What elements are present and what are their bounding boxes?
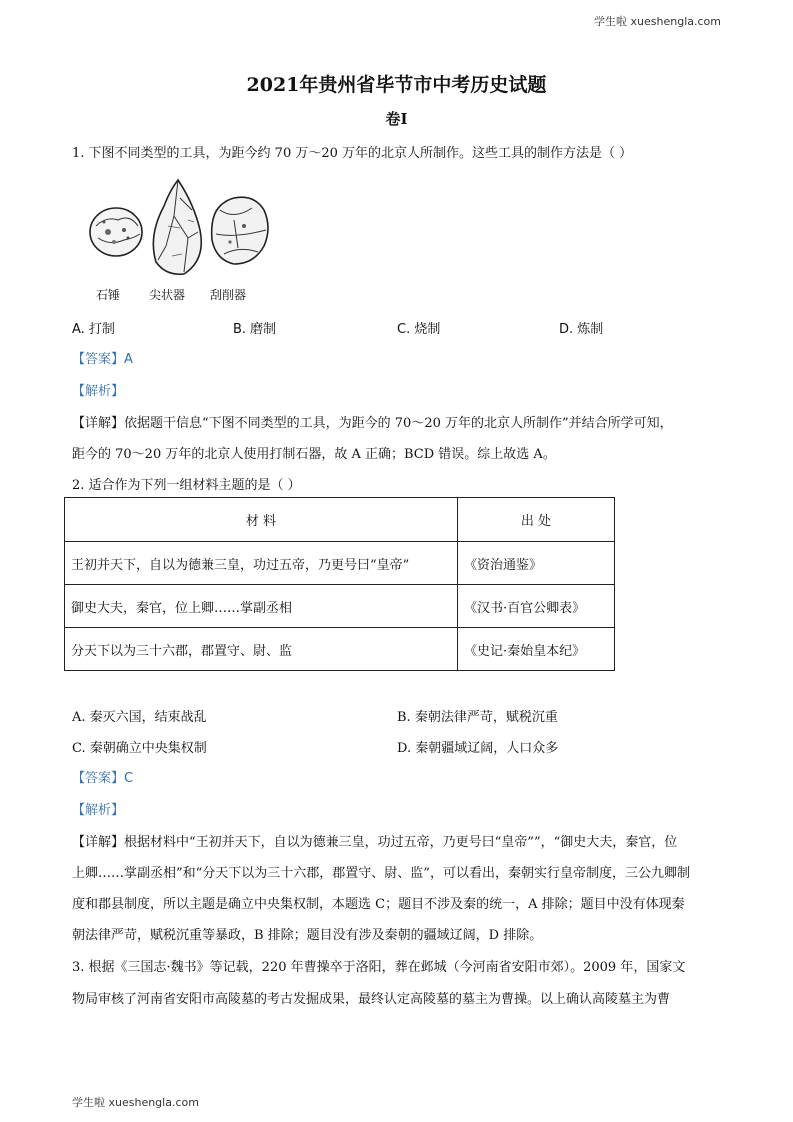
table-cell-material: 御史大夫，秦官，位上卿……掌副丞相 [65, 585, 458, 628]
table-cell-source: 《资治通鉴》 [458, 542, 615, 585]
figure-label-stone-hammer: 石锤 [96, 288, 121, 302]
q1-detail-line-2: 距今的 70～20 万年的北京人使用打制石器，故 A 正确；BCD 错误。综上故选 A。 [72, 447, 556, 462]
q2-option-d: D. 秦朝疆域辽阔，人口众多 [397, 741, 559, 756]
table-cell-material: 王初并天下，自以为德兼三皇，功过五帝，乃更号曰“皇帝” [65, 542, 458, 585]
stone-tools-figure [84, 176, 274, 284]
q2-stem: 2. 适合作为下列一组材料主题的是（ ） [72, 478, 301, 493]
table-row [65, 628, 615, 671]
q1-option-a: A. 打制 [72, 322, 115, 337]
q2-detail-line-2: 上卿……掌副丞相”和“分天下以为三十六郡，郡置守、尉、监”，可以看出，秦朝实行皇帝制度，三公九卿制 [72, 866, 690, 881]
q1-option-c: C. 烧制 [397, 322, 441, 337]
scraper-drawing [212, 197, 268, 264]
q2-option-a: A. 秦灭六国，结束战乱 [72, 710, 207, 725]
q2-analysis-label: 【解析】 [72, 803, 125, 818]
page-title: 2021年贵州省毕节市中考历史试题 [246, 74, 547, 96]
table-header-material: 材 料 [65, 498, 458, 542]
table-cell-material: 分天下以为三十六郡，郡置守、尉、监 [65, 628, 458, 671]
stone-hammer-drawing [90, 208, 142, 256]
q2-answer: 【答案】C [72, 771, 134, 786]
q3-text-line-2: 物局审核了河南省安阳市高陵墓的考古发掘成果，最终认定高陵墓的墓主为曹操。以上确认高陵墓主为曹 [72, 992, 671, 1007]
q3-text-line-1: 3. 根据《三国志·魏书》等记载，220 年曹操卒于洛阳，葬在邺城（今河南省安阳市郊）。2009 年，国家文 [72, 960, 686, 975]
table-cell-source: 《史记·秦始皇本纪》 [458, 628, 615, 671]
q2-option-b: B. 秦朝法律严苛，赋税沉重 [397, 710, 558, 725]
table-header-source: 出 处 [458, 498, 615, 542]
volume-heading: 卷I [385, 110, 408, 128]
q1-option-d: D. 炼制 [559, 322, 604, 337]
figure-label-pointed-tool: 尖状器 [149, 288, 186, 302]
table-row [65, 542, 615, 585]
header-site-watermark: 学生啦 xueshengla.com [594, 15, 721, 28]
q1-detail-line-1: 【详解】依据题干信息“下图不同类型的工具，为距今的 70～20 万年的北京人所制作”并结合所学可知， [72, 416, 673, 431]
figure-label-scraper: 刮削器 [210, 288, 247, 302]
table-cell-source: 《汉书·百官公卿表》 [458, 585, 615, 628]
table-header-row [65, 498, 615, 542]
q2-option-c: C. 秦朝确立中央集权制 [72, 741, 207, 756]
q1-option-b: B. 磨制 [233, 322, 277, 337]
table-row [65, 585, 615, 628]
q2-detail-line-3: 度和郡县制度，所以主题是确立中央集权制，本题选 C；题目不涉及秦的统一，A 排除；题目中没有体现秦 [72, 897, 685, 912]
q1-stem: 1. 下图不同类型的工具，为距今约 70 万～20 万年的北京人所制作。这些工具的制作方法是（ ） [72, 146, 633, 161]
materials-table [64, 497, 615, 671]
q1-answer: 【答案】A [72, 352, 133, 367]
pointed-tool-drawing [153, 180, 201, 274]
footer-site-watermark: 学生啦 xueshengla.com [72, 1096, 199, 1109]
q1-analysis-label: 【解析】 [72, 384, 125, 399]
q2-detail-line-1: 【详解】根据材料中“王初并天下，自以为德兼三皇，功过五帝，乃更号曰“皇帝””，“御史大夫，秦官，位 [72, 835, 678, 850]
q2-detail-line-4: 朝法律严苛，赋税沉重等暴政，B 排除；题目没有涉及秦朝的疆域辽阔，D 排除。 [72, 928, 543, 943]
